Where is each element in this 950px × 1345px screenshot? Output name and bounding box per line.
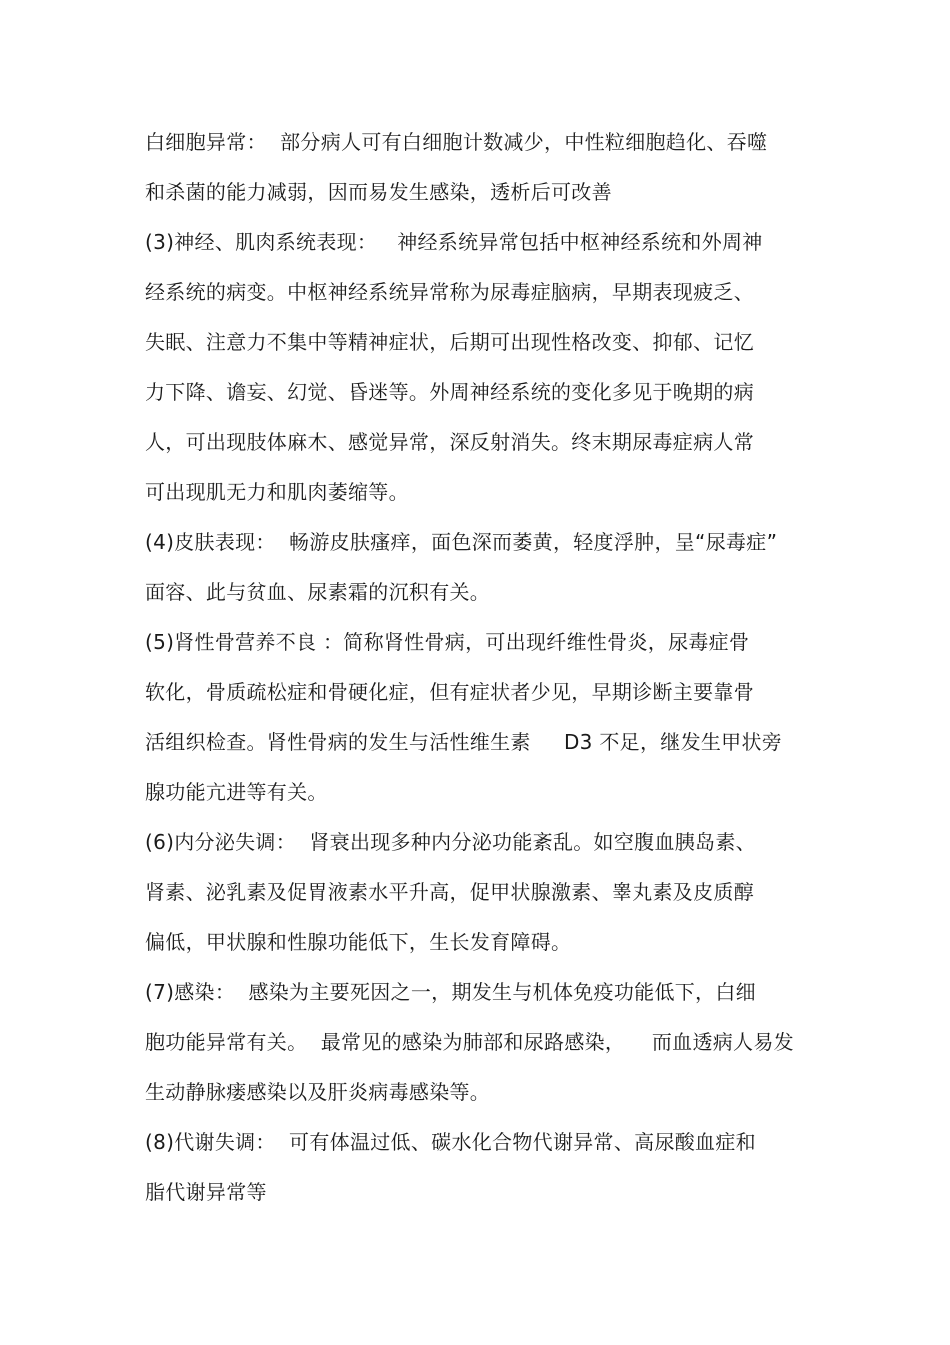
- text-line: 和杀菌的能力减弱，因而易发生感染，透析后可改善: [145, 180, 612, 204]
- text-line: 白细胞异常： 部分病人可有白细胞计数减少，中性粒细胞趋化、吞噬: [145, 130, 768, 154]
- text-line: 活组织检查。肾性骨病的发生与活性维生素 D3 不足，继发生甲状旁: [145, 730, 783, 754]
- text-line: 腺功能亢进等有关。: [145, 780, 328, 804]
- text-line: 面容、此与贫血、尿素霜的沉积有关。: [145, 580, 491, 604]
- text-line: 人，可出现肢体麻木、感觉异常，深反射消失。终末期尿毒症病人常: [145, 430, 754, 454]
- text-line: (7)感染： 感染为主要死因之一，期发生与机体免疫功能低下，白细: [145, 980, 756, 1004]
- text-line: 可出现肌无力和肌肉萎缩等。: [145, 480, 409, 504]
- text-line: 生动静脉瘘感染以及肝炎病毒感染等。: [145, 1080, 491, 1104]
- text-line: (5)肾性骨营养不良 ：简称肾性骨病，可出现纤维性骨炎，尿毒症骨: [145, 630, 750, 654]
- text-line: (6)内分泌失调： 肾衰出现多种内分泌功能紊乱。如空腹血胰岛素、: [145, 830, 756, 854]
- text-line: 肾素、泌乳素及促胃液素水平升高，促甲状腺激素、睾丸素及皮质醇: [145, 880, 754, 904]
- text-line: 脂代谢异常等: [145, 1180, 267, 1204]
- text-line: 软化，骨质疏松症和骨硬化症，但有症状者少见，早期诊断主要靠骨: [145, 680, 754, 704]
- text-line: 失眠、注意力不集中等精神症状，后期可出现性格改变、抑郁、记忆: [145, 330, 754, 354]
- text-line: (3)神经、肌肉系统表现： 神经系统异常包括中枢神经系统和外周神: [145, 230, 763, 254]
- text-line: 力下降、谵妄、幻觉、昏迷等。外周神经系统的变化多见于晚期的病: [145, 380, 754, 404]
- text-line: (4)皮肤表现： 畅游皮肤瘙痒，面色深而萎黄，轻度浮肿，呈“尿毒症”: [145, 530, 778, 554]
- text-line: 经系统的病变。中枢神经系统异常称为尿毒症脑病，早期表现疲乏、: [145, 280, 754, 304]
- text-line: (8)代谢失调： 可有体温过低、碳水化合物代谢异常、高尿酸血症和: [145, 1130, 756, 1154]
- text-line: 偏低，甲状腺和性腺功能低下，生长发育障碍。: [145, 930, 572, 954]
- text-line: 胞功能异常有关。 最常见的感染为肺部和尿路感染， 而血透病人易发: [145, 1030, 794, 1054]
